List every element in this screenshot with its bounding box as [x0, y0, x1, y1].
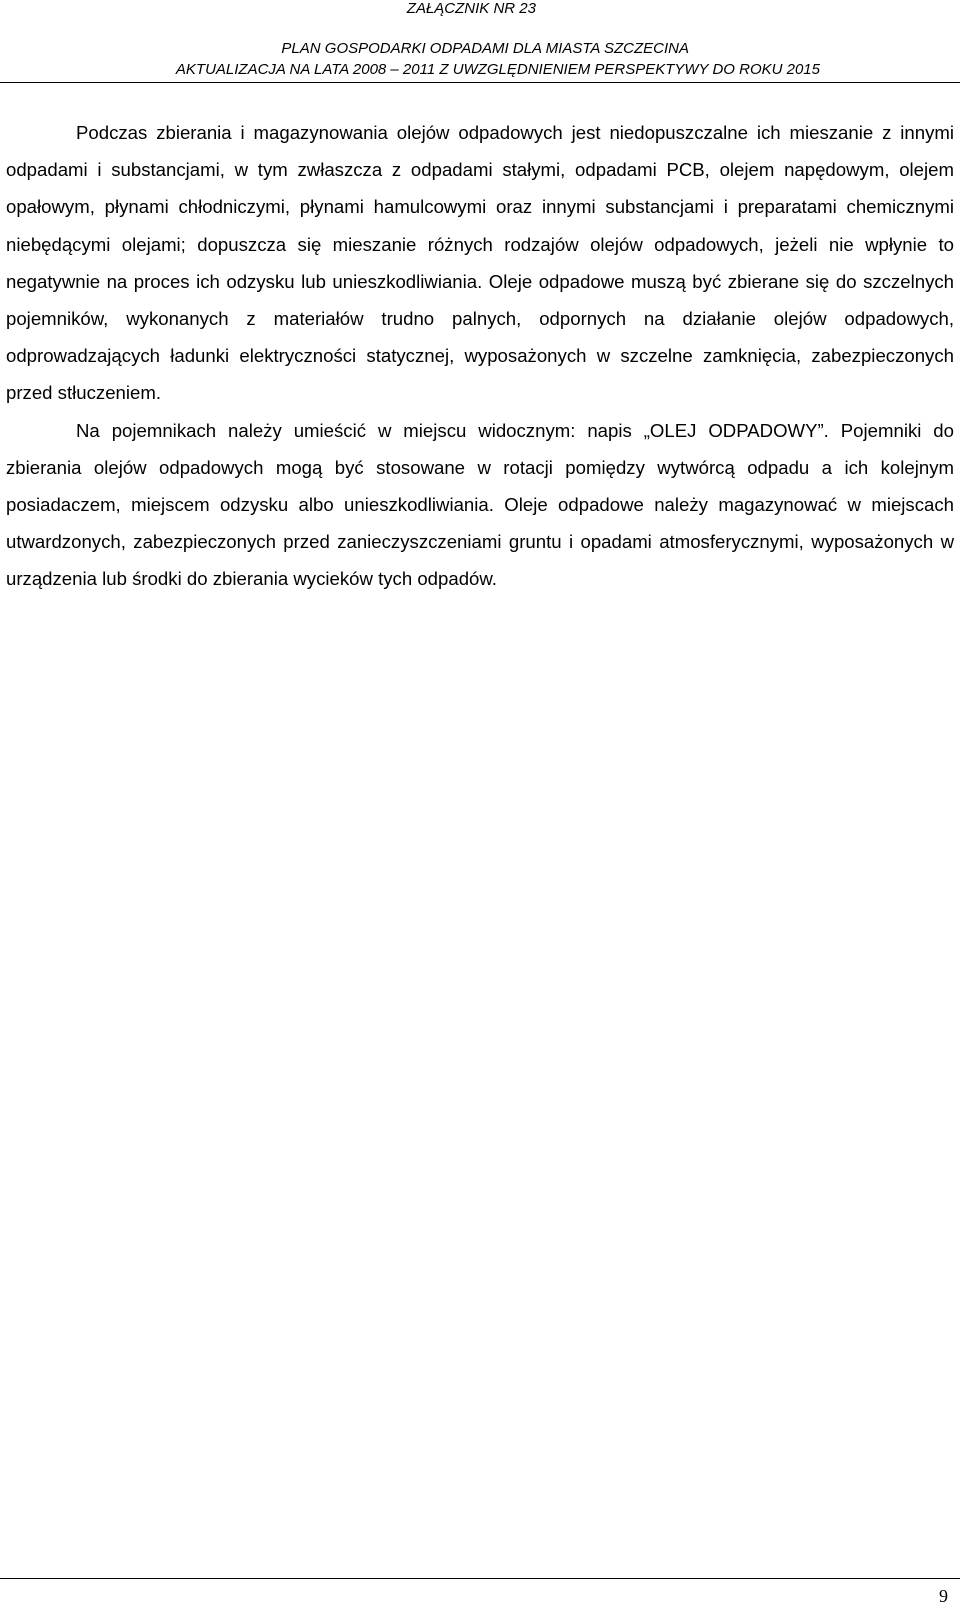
annex-label: ZAŁĄCZNIK NR 23 [406, 0, 536, 17]
body-text [6, 114, 954, 598]
document-subtitle: AKTUALIZACJA NA LATA 2008 – 2011 Z UWZGLĘDNIENIEM PERSPEKTYWY DO ROKU 2015 [175, 61, 820, 78]
page-number: 9 [939, 1586, 948, 1606]
page-header [0, 0, 960, 83]
paragraph-1: Podczas zbierania i magazynowania olejów odpadowych jest niedopuszczalne ich mieszanie z innymi odpadami i substancjami, w tym zwłaszcza z odpadami stałymi, odpadami PCB, olejem napędowym, olejem opałowym, płynami chłodniczymi, płynami hamulcowymi oraz innymi substancjami i preparatami chemicznymi niebędącymi olejami; dopuszcza się mieszanie różnych rodzajów olejów odpadowych, jeżeli nie wpłynie to negatywnie na proces ich odzysku lub unieszkodliwiania. Oleje odpadowe muszą być zbierane się do szczelnych pojemników, wykonanych z materiałów trudno palnych, odpornych na działanie olejów odpadowych, odprowadzających ładunki elektryczności statycznej, wyposażonych w szczelne zamknięcia, zabezpieczonych przed stłuczeniem. [6, 122, 954, 404]
document-title: PLAN GOSPODARKI ODPADAMI DLA MIASTA SZCZECINA [281, 40, 689, 57]
paragraph-2: Na pojemnikach należy umieścić w miejscu widocznym: napis „OLEJ ODPADOWY”. Pojemniki do zbierania olejów odpadowych mogą być stosowane w rotacji pomiędzy wytwórcą odpadu a ich kolejnym posiadaczem, miejscem odzysku albo unieszkodliwiania. Oleje odpadowe należy magazynować w miejscach utwardzonych, zabezpieczonych przed zanieczyszczeniami gruntu i opadami atmosferycznymi, wyposażonych w urządzenia lub środki do zbierania wycieków tych odpadów. [6, 419, 954, 590]
footer-rule [0, 1578, 960, 1579]
